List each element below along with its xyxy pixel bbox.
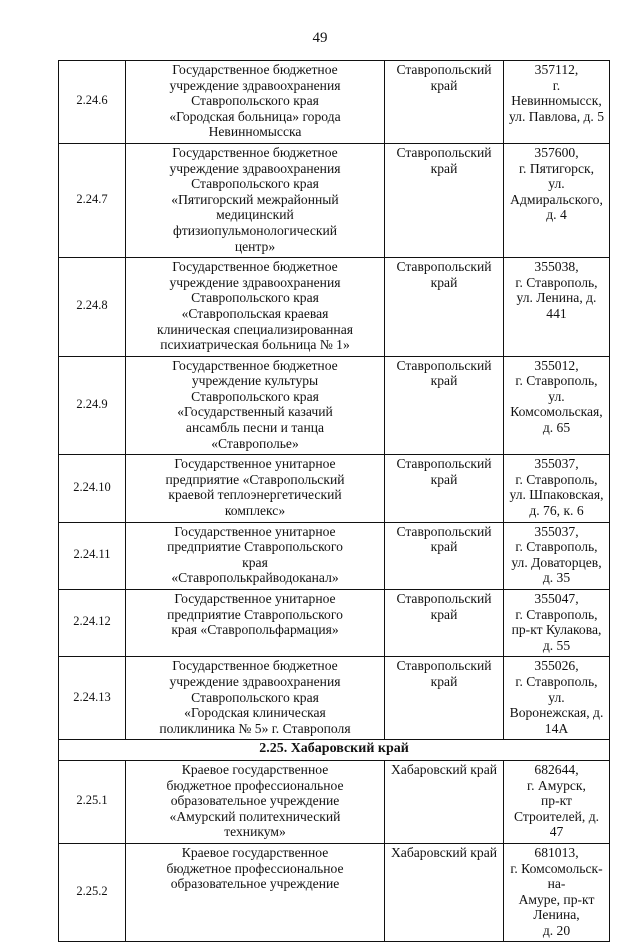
section-title-text: 2.25. Хабаровский край [259,741,409,757]
organization-name-line: «Государственный казачий [177,404,333,420]
organization-name-line: фтизиопульмонологический [172,222,338,238]
address [504,843,610,942]
organization-name-line: предприятие Ставропольского [167,539,343,555]
row-number: 2.25.2 [59,843,126,942]
address-line: г. Ставрополь, [515,373,598,389]
organization-name-line: техникум» [224,824,286,840]
address-line: пр-кт Строителей, д. 47 [513,793,600,840]
address-line: ул. Доваторцев, д. 35 [511,554,602,586]
organization-name-line: учреждение здравоохранения [169,77,341,93]
address-line: г. Ставрополь, [515,471,598,487]
region-line: край [430,373,458,389]
organization-name-line: края «Ставропольфармация» [171,622,339,638]
row-number: 2.24.12 [59,590,126,657]
table-row [59,522,610,589]
row-number: 2.24.13 [59,657,126,740]
organization-name-line: краевой теплоэнергетический [168,487,342,503]
organization-name-line: Государственное бюджетное [172,658,338,674]
organization-name-line: предприятие «Ставропольский [165,471,345,487]
region-line: край [430,77,458,93]
address-line: 355037, [534,523,579,539]
region-line: Ставропольский [396,357,492,373]
organization-name-line: образовательное учреждение [170,876,340,892]
address-line: г. Невинномысск, [511,77,602,109]
organization-name-line: бюджетное профессиональное [166,860,344,876]
organization-name-line: Ставропольского края [191,290,319,306]
organization-name-line: Государственное унитарное [174,591,336,606]
organization-name-line: Ставропольского края [191,388,319,404]
region-line: Ставропольский [396,62,492,77]
region [385,522,504,589]
table-row [59,843,610,942]
organization-name-line: учреждение здравоохранения [169,274,341,290]
address [504,455,610,522]
address-line: 355026, [534,658,579,674]
table-row [59,143,610,257]
address [504,760,610,843]
address-line: ул. Павлова, д. 5 [508,108,605,124]
organization-name-line: «Ставрополькрайводоканал» [171,570,339,586]
address-line: пр-кт Кулакова, д. 55 [511,622,602,653]
row-number: 2.24.6 [59,61,126,144]
address-line: 682644, [534,761,579,777]
address-line: ул. Воронежская, д. 14А [509,689,604,736]
organization-name-line: предприятие Ставропольского [167,606,343,622]
organization-name [126,590,385,657]
address-line: г. Ставрополь, [515,539,598,555]
organization-name [126,356,385,455]
organization-name-line: клиническая специализированная [157,321,353,337]
organizations-table [58,60,610,942]
organization-name-line: «Ставрополье» [211,435,299,451]
address-line: 355037, [534,456,579,472]
organization-name-line: «Городская клиническая [184,705,326,721]
organization-name-line: Государственное бюджетное [172,259,338,275]
address-line: 355047, [534,591,579,606]
region-line: Хабаровский край [390,761,498,777]
region [385,760,504,843]
organization-name [126,143,385,257]
organization-name-line: Невинномысска [208,124,302,140]
row-number: 2.24.10 [59,455,126,522]
organization-name-line: поликлиника № 5» г. Ставрополя [159,720,351,736]
region [385,590,504,657]
region-line: Ставропольский [396,259,492,275]
region [385,143,504,257]
region [385,843,504,942]
region-line: край [430,160,458,176]
organization-name-line: Государственное унитарное [174,456,336,472]
row-number: 2.24.7 [59,143,126,257]
address [504,61,610,144]
organization-name-line: ансамбль песни и танца [185,420,325,436]
address-line: д. 65 [542,420,571,436]
region-line: Ставропольский [396,456,492,472]
organization-name-line: Краевое государственное [181,761,329,777]
organization-name-line: «Городская больница» города [169,108,341,124]
region [385,61,504,144]
table-row [59,455,610,522]
row-number: 2.24.8 [59,258,126,357]
table-body [59,61,610,942]
address [504,143,610,257]
organization-name-line: бюджетное профессиональное [166,777,344,793]
row-number: 2.24.9 [59,356,126,455]
address-line: ул. Ленина, д. 441 [516,290,597,321]
page-number: 49 [312,30,328,46]
address-line: 355038, [534,259,579,275]
organization-name-line: Ставропольского края [191,176,319,192]
region [385,455,504,522]
region-line: Хабаровский край [390,844,498,860]
address-line: ул. Шпаковская, [509,487,604,503]
address-line: 355012, [534,357,579,373]
region [385,258,504,357]
organization-name-line: «Ставропольская краевая [181,305,329,321]
table-row [59,356,610,455]
organization-name [126,258,385,357]
address-line: 357600, [534,144,579,160]
address-line: Амуре, пр-кт Ленина, [518,891,595,923]
organization-name-line: психиатрическая больница № 1» [160,337,350,353]
address-line: г. Пятигорск, [519,160,594,176]
organization-name-line: медицинский [216,207,294,223]
address-line: г. Ставрополь, [515,606,598,622]
organization-name-line: Государственное бюджетное [172,62,338,77]
organization-name [126,455,385,522]
organization-name [126,522,385,589]
row-number: 2.24.11 [59,522,126,589]
address-line: д. 76, к. 6 [529,503,584,519]
address [504,522,610,589]
organization-name-line: Ставропольского края [191,93,319,109]
region [385,356,504,455]
address-line: г. Амурск, [527,777,586,793]
section-title [59,740,610,761]
region-line: край [430,539,458,555]
organization-name [126,61,385,144]
organization-name-line: центр» [234,238,276,254]
organization-name [126,843,385,942]
organization-name-line: «Пятигорский межрайонный [171,191,339,207]
address [504,657,610,740]
organization-name-line: Краевое государственное [181,844,329,860]
address-line: г. Ставрополь, [515,673,598,689]
organization-name [126,760,385,843]
region-line: Ставропольский [396,658,492,674]
organization-name-line: учреждение здравоохранения [169,673,341,689]
table-row [59,657,610,740]
address-line: 681013, [534,844,579,860]
region-line: Ставропольский [396,144,492,160]
organization-name-line: образовательное учреждение [170,793,340,809]
organization-name-line: Государственное унитарное [174,523,336,539]
organization-name-line: Государственное бюджетное [172,357,338,373]
organization-name-line: Государственное бюджетное [172,144,338,160]
address [504,590,610,657]
address-line: г. Ставрополь, [515,274,598,290]
region-line: край [430,274,458,290]
organization-name-line: учреждение культуры [191,373,319,389]
organization-name-line: края [242,554,268,570]
address-line: г. Комсомольск-на- [510,860,603,892]
region-line: край [430,606,458,622]
address-line: д. 20 [542,922,571,938]
address [504,356,610,455]
region [385,657,504,740]
table-row [59,61,610,144]
address-line: ул. Комсомольская, [510,388,603,420]
organization-name-line: учреждение здравоохранения [169,160,341,176]
organization-name-line: «Амурский политехнический [169,808,341,824]
section-header-row [59,740,610,761]
organization-name-line: комплекс» [224,503,286,519]
organization-name [126,657,385,740]
row-number: 2.25.1 [59,760,126,843]
address-line: 357112, [534,62,579,77]
address-line: ул. Адмиральского, д. 4 [510,176,603,223]
region-line: Ставропольский [396,523,492,539]
table-row [59,760,610,843]
region-line: край [430,471,458,487]
organization-name-line: Ставропольского края [191,689,319,705]
region-line: Ставропольский [396,591,492,606]
table-row [59,590,610,657]
region-line: край [430,673,458,689]
table-row [59,258,610,357]
address [504,258,610,357]
